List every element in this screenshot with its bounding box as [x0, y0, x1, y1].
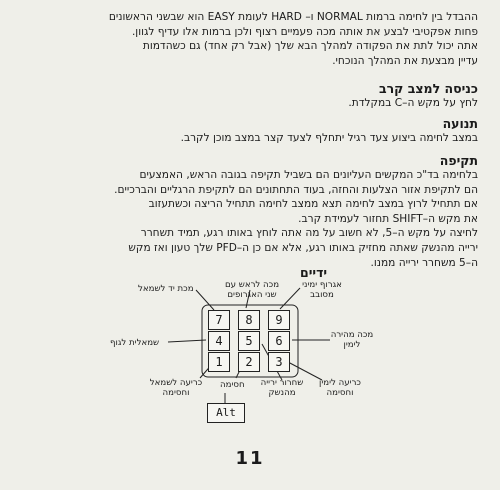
- section-enter-title: כניסה למצב קרב: [379, 81, 478, 96]
- attack-line: ה–5 משחרר ירייה ממנו.: [370, 256, 478, 269]
- label-key-8: מכה לראש עם שני האגרופים: [224, 280, 280, 300]
- page-number: 11: [235, 448, 265, 469]
- attack-line: הם לתקיפת אזור הצלעות והחזה, בעוד התחתונים הם לתקיפת הרגליים והברכיים.: [114, 183, 478, 196]
- key-2[interactable]: 2: [238, 352, 260, 372]
- key-8[interactable]: 8: [238, 310, 260, 330]
- attack-line: אם תתחיל לרוץ במצב לחימה תצא ממצב לחימה תתחיל הריצה וכשתעזוב: [148, 198, 478, 211]
- intro-line: ההבדל בין לחימה ברמות NORMAL ו– HARD לעומת EASY הוא שבשני הראשונים: [108, 11, 478, 23]
- key-1[interactable]: 1: [208, 352, 230, 372]
- key-5[interactable]: 5: [238, 331, 260, 351]
- key-4[interactable]: 4: [208, 331, 230, 351]
- key-7[interactable]: 7: [208, 310, 230, 330]
- intro-line: אתה יכול לתת את הפקודה למהלך הבא שלך (אבל רק אחד) גם כשהדמות: [142, 40, 478, 53]
- hands-title: ידיים: [300, 265, 328, 280]
- key-alt[interactable]: Alt: [207, 403, 245, 423]
- section-attack-title: תקיפה: [439, 153, 478, 168]
- label-key-1: כריעה לשמאל וחסימה: [149, 378, 203, 398]
- label-key-2: חסימה: [220, 380, 245, 390]
- section-move-title: תנועה: [442, 116, 478, 131]
- intro-line: עדיין מבצעת את המהלך הנוכחי.: [332, 54, 478, 67]
- label-key-3: כריעה לימין וחסימה: [319, 378, 361, 398]
- attack-line: לחיצה על מקש ה–5, לא חשוב על מה אתה לוחץ באותו רגע, תמיד תשחרר: [140, 227, 478, 240]
- attack-line: את מקש ה–SHIFT תחזור לעמידת קרב.: [298, 212, 478, 225]
- key-3[interactable]: 3: [268, 352, 290, 372]
- label-key-6: מכה מהירה לימין: [330, 330, 374, 350]
- key-9[interactable]: 9: [268, 310, 290, 330]
- label-key-9: אגרוף ימיני מסובב: [302, 280, 342, 300]
- label-key-5: שחרור ירייה מהנשק: [260, 378, 304, 398]
- attack-line: ירייה מהנשק שאתה מחזיק באותו רגע, אלא אם כן ה–PFD שלך טעון ואז מקש: [128, 241, 478, 254]
- section-enter-text: לחץ על מקש ה–C במקלדת.: [348, 97, 478, 109]
- callout-line: [196, 290, 214, 310]
- callout-line: [168, 340, 206, 342]
- key-6[interactable]: 6: [268, 331, 290, 351]
- section-move-text: במצב לחימה ביצוע צעד רגיל יתחלף לצעד קצר במצב מוכן לקרב.: [180, 132, 478, 144]
- attack-line: בלחימה בד"כ המקשים העליונים הם בשביל תקיפה בגובה הראש, האמצעים: [139, 169, 478, 181]
- label-key-7: מכת יד לשמאל: [138, 284, 194, 294]
- label-key-4: שמאלית לגוף: [110, 338, 160, 348]
- intro-line: פחות אפקטיבי לבצע את אותה מכה פעמיים רצוף ולכן ברמות אלו עדיף לגוון.: [131, 25, 478, 38]
